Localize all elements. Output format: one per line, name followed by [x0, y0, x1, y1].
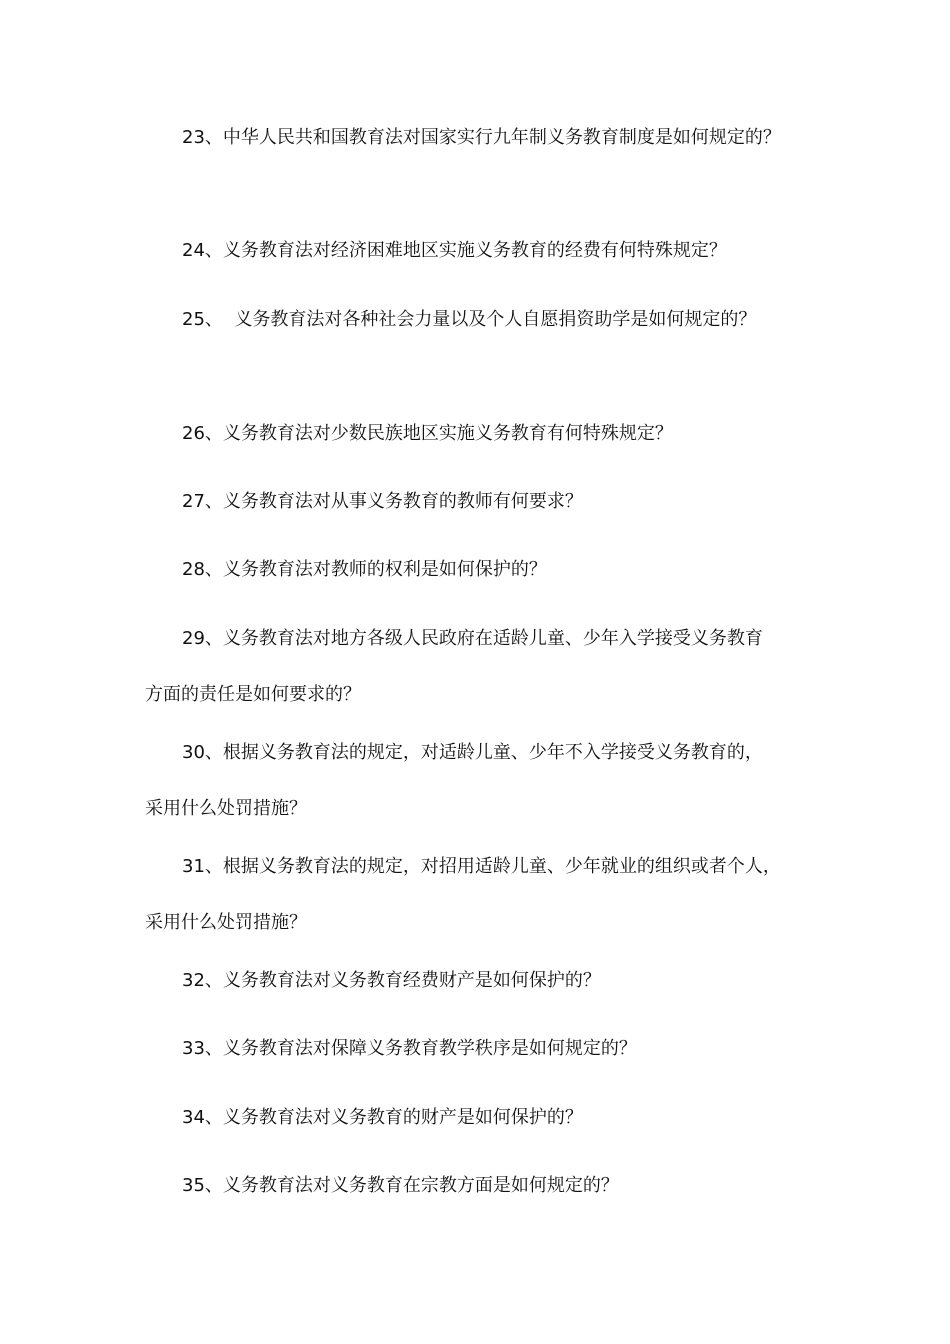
question-line [145, 611, 825, 667]
question-number: 33 [182, 1038, 205, 1059]
question-text: 、中华人民共和国教育法对国家实行九年制义务教育制度是如何规定的？ [204, 127, 781, 148]
question-23 [145, 110, 825, 166]
question-number: 28 [182, 559, 205, 580]
question-line [145, 292, 825, 348]
question-line [145, 406, 825, 462]
question-number: 29 [182, 628, 205, 649]
question-28 [145, 542, 825, 598]
question-29 [145, 611, 825, 723]
question-number: 34 [182, 1107, 205, 1128]
question-line [145, 725, 825, 781]
question-text: 、义务教育法对少数民族地区实施义务教育有何特殊规定？ [204, 423, 673, 444]
question-line [145, 474, 825, 530]
question-line [145, 1021, 825, 1077]
question-number: 24 [182, 240, 205, 261]
question-line [145, 1158, 825, 1214]
question-text: 、 义务教育法对各种社会力量以及个人自愿捐资助学是如何规定的？ [204, 309, 757, 330]
question-number: 23 [182, 127, 205, 148]
question-number: 31 [182, 856, 205, 877]
question-number: 32 [182, 970, 205, 991]
question-text: 、义务教育法对教师的权利是如何保护的？ [204, 559, 547, 580]
question-continuation: 方面的责任是如何要求的？ [145, 684, 361, 705]
question-26 [145, 406, 825, 462]
question-31 [145, 839, 825, 951]
question-line [145, 110, 825, 166]
question-34 [145, 1090, 825, 1146]
question-continuation: 采用什么处罚措施？ [145, 912, 307, 933]
question-number: 26 [182, 423, 205, 444]
question-line [145, 953, 825, 1009]
question-24 [145, 223, 825, 279]
question-text: 、义务教育法对义务教育的财产是如何保护的？ [204, 1107, 583, 1128]
question-line [145, 223, 825, 279]
question-line [145, 1090, 825, 1146]
question-33 [145, 1021, 825, 1077]
question-35 [145, 1158, 825, 1214]
question-number: 35 [182, 1175, 205, 1196]
question-line [145, 839, 825, 895]
question-number: 25 [182, 309, 205, 330]
question-text: 、义务教育法对从事义务教育的教师有何要求？ [204, 491, 583, 512]
question-30 [145, 725, 825, 837]
question-text: 、义务教育法对义务教育在宗教方面是如何规定的？ [204, 1175, 619, 1196]
question-text: 、根据义务教育法的规定，对适龄儿童、少年不入学接受义务教育的， [204, 742, 763, 763]
question-text: 、义务教育法对保障义务教育教学秩序是如何规定的？ [204, 1038, 637, 1059]
question-continuation: 采用什么处罚措施？ [145, 798, 307, 819]
question-number: 27 [182, 491, 205, 512]
question-text: 、义务教育法对经济困难地区实施义务教育的经费有何特殊规定？ [204, 240, 727, 261]
question-27 [145, 474, 825, 530]
question-number: 30 [182, 742, 205, 763]
question-text: 、根据义务教育法的规定，对招用适龄儿童、少年就业的组织或者个人， [204, 856, 781, 877]
question-text: 、义务教育法对地方各级人民政府在适龄儿童、少年入学接受义务教育 [204, 628, 763, 649]
question-25 [145, 292, 825, 348]
question-text: 、义务教育法对义务教育经费财产是如何保护的？ [204, 970, 601, 991]
question-32 [145, 953, 825, 1009]
question-line [145, 542, 825, 598]
